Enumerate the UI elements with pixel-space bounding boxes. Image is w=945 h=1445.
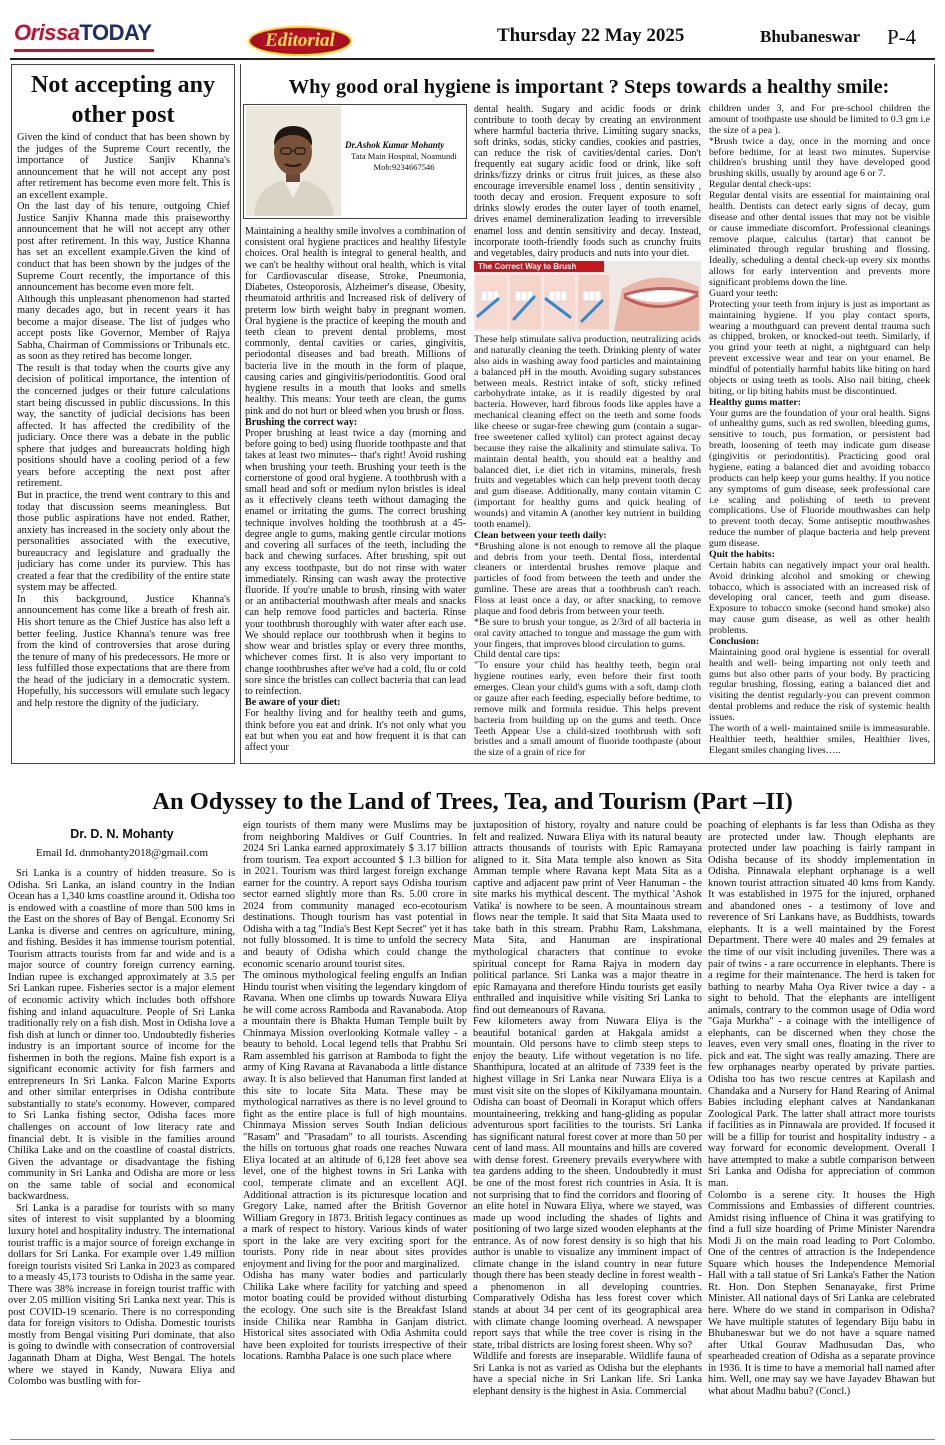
- logo-orissa: Orissa: [14, 20, 80, 45]
- paragraph: Few kilometers away from Nuwara Eliya is the beautiful botanical garden at Hakgala amidst a mountain. Old persons have to climb steep steps to enjoy the beauty. Life without vegetation is no life. Shanthipura, located at an altitude of 7339 feet is the highest village in Sri Lanka near Nuwara Eliya is a must visit site on the slopes of Kikilyamana mountain. Odisha can boast of Deomali in Koraput which offers mountaineering, trekking and hang-gliding as popular adventurous sport facilities to the tourists. Sri Lanka has significant natural forest cover at more than 50 per cent of land mass. All mountains and hills are covered with dense forest. Greenery prevails everywhere with tea gardens adding to the sheen. Undoubtedly it must be one of the most forest rich countries in Asia. It is not surprising that to find the corridors and flooring of an elite hotel in Nuwara Eliya, where we stayed, was made up wood including the shades of lights and positioning of two large sized wooden elephants at the entrance. As of now forest density is so high that his author is unable to visualize any imminent impact of climate change in the island country in near future though there has been steady decline in forest wealth - a phenomenon in all developing countries. Comparatively Odisha has less forest cover which stands at about 34 per cent of its geographical area with climate change looming overhead. A newspaper report says that while the tree cover is rising in the state, tribal districts are losing forest sheen. Why so?: [473, 1016, 702, 1351]
- paragraph: Maintaining good oral hygiene is essential for overall health and well- being imparting not only teeth and gums but also other parts of your body. By practicing regular brushing, flossing, eating a balanced diet and visiting the dentist regularly-you can prevent common dental problems and reduce the risk of systemic health issues.: [709, 646, 930, 723]
- logo-stripe: [14, 49, 154, 52]
- paragraph: Wildlife and forests are inseparable. Wildlife fauna of Sri Lanka is not as varied as Odisha but the elephants have a special niche in Sri Lankan life. Sri Lanka elephant density is the highest in Asia. Commercial: [473, 1351, 702, 1397]
- editorial-title: Not accepting any other post: [31, 72, 215, 128]
- logo-today: TODAY: [79, 20, 152, 45]
- oral-hygiene-headline: Why good oral hygiene is important ? Steps towards a healthy smile:: [288, 76, 890, 98]
- paragraph: Regular dental check-ups:: [709, 179, 812, 191]
- paragraph: Certain habits can negatively impact your oral health. Avoid drinking alcohol and smoking or chewing tobacco, which is associated with an increased risk of developing oral cancer, teeth and gum disease. Exposure to tobacco smoke (second hand smoke) also may cause gum disease, as well as other health problems.: [709, 559, 930, 636]
- paragraph: These help stimulate saliva production, neutralizing acids and naturally cleaning the teeth. Drinking plenty of water also aids in washing away food particles and maintaining a balanced pH in the mouth. Avoiding sugary substances between meals. Restrict intake of soft, sticky refined carbohydrate intake, as it is readily digested by oral bacteria. However, hard fibrous foods like apples have a mechanical cleaning effect on the teeth and some foods like cheese or sugar-free chewing gum (contain a sugar-free sweetener called xylitol) can protect against decay because they raise the alkalinity and stimulate saliva. To maintain dental health, you should eat a healthy and balanced diet, i.e diet rich in vitamins, minerals, fresh fruits and vegetables which can help prevent tooth decay and gum disease. Additionally, many contain vitamin C (important for healthy gums and quick healing of wounds) and vitamin A (another key nutrient in building tooth enamel).: [474, 335, 701, 530]
- subheading: Clean between your teeth daily:: [474, 529, 607, 541]
- author-portrait-icon: [246, 106, 341, 216]
- paragraph: Sri Lanka is a country of hidden treasure. So is Odisha. Sri Lanka, an island country in the Indian Ocean has a 1,340 kms coastline around it. Odisha too is endowed with a coastline of more than 500 kms in the East on the shores of Bay of Bengal. Economy Sri Lanka is diverse and centres on agriculture, mining, and fishing. Besides it has immense tourism potential. Tourism attracts tourists from far and wide and is a major source of country foreign currency earning. Indian rupee is exchanged approximately at 3.5 per Sri Lankan rupee. Fisheries sector is a major element of economic activity which includes both offshore fishing and inland aquaculture. People of Sri Lanka traditionally rely on a fish dish. Most in Odisha love a fish dish at lunch or dinner too. Undoubtedly fisheries industry is an important source of income for the fishermen in both the regions. Maine fish export is a significant economic activity for fish farmers and entrepreneurs In Sri Lanka. Falcon Marine Exports and other similar enterprises in Odisha contribute substantially to state's economy. However, compared to Sri Lanka fishing sector, Odisha faces more challenges on account of low literacy rate and financial debt. It is visible in the families around Chilika Lake and on the coastline of coastal districts. Given the advantage or disadvantage the fishing community in Sri Lanka and Odisha are more or less on the same table of social and economical backwardness.: [8, 868, 235, 1203]
- paragraph: Guard your teeth:: [709, 287, 779, 299]
- page-bottom-rule: [10, 1439, 935, 1440]
- paragraph: For healthy living and for healthy teeth and gums, think before you eat and drink. It's not only what you eat but when you eat and how frequent it is that can affect your: [245, 708, 466, 754]
- paragraph: Protecting your teeth from injury is just as important as maintaining hygiene. If you play contact sports, wearing a mouthguard can prevent dental trauma such as chipped, broken, or knocked-out teeth. Similarly, if you grind your teeth at night, a nightguard can help prevent excessive wear and tear on your enamel. Be mindful of potentially harmful habits like biting on hard objects or using teeth as tools. Also nail biting, cheek biting, or lip biting habits must be discontinued.: [709, 298, 930, 397]
- subheading: Healthy gums matter:: [709, 396, 801, 408]
- paragraph: *Brushing alone is not enough to remove all the plaque and debris from your teeth. Dental floss, interdental cleaners or interdental brushes remove plaque and particles of food from between the teeth and under the gumline. These are areas that a toothbrush can't reach. Floss at least once a day, or after snacking, to remove plaque and food debris from between your teeth.: [474, 540, 701, 617]
- paragraph: *Brush twice a day, once in the morning and once before bedtime, for at least two minutes. Supervise children's brushing until they have developed good brushing skills, usually by around age 6 or 7.: [709, 135, 930, 180]
- paragraph: children under 3, and For pre-school children the amount of toothpaste use should be limited to 0.3 gm i.e the size of a pea ).: [709, 104, 930, 136]
- subheading: Quit the habits:: [709, 548, 775, 560]
- paragraph: juxtaposition of history, royalty and nature could be felt and realized. Nuwara Eliya with its natural beauty attracts thousands of tourists with Epic Ramayana aligned to it. Sita Mata temple also known as Sita Amman temple where Ravana kept Mata Sita as a captive and adjacent paw print of Veer Hanuman - the site marks his mythical descent. The mythical 'Ashok Vatika' is nowhere to be seen. A mountainous stream flows near the temple. It said that Sita Maata used to take bath in this stream. Prabhu Ram, Lakshmana, Mata Sita, and Hanuman are inspirational mythological characters that continue to evoke spiritual concept for Rama Rajya in modern day political parlance. Sri Lanka was a major theatre in epic Ramayana and therefore Hindu tourists get easily enthralled and inquisitive while visiting Sri Lanka to find out demeanours of Ravana.: [473, 820, 702, 1016]
- paragraph: Regular dental visits are essential for maintaining oral health. Dentists can detect early signs of decay, gum disease and other dental issues that may not be visible or cause immediate discomfort. Professional cleanings remove plaque, calculus (tartar) that cannot be eliminated through regular brushing and flossing. Ideally, scheduling a dental check-up every six months allows for early intervention and prevents more significant problems down the line.: [709, 190, 930, 288]
- masthead: [0, 0, 945, 62]
- odyssey-headline: An Odyssey to the Land of Trees, Tea, and Tourism (Part –II): [152, 788, 793, 815]
- paragraph: poaching of elephants is far less than Odisha as they are protected under law. Though elephants are protected under law poaching is fairly rampant in Odisha because of its shoddy implementation in Odisha. Pinnawala elephant orphanage is a well known tourist attraction situated 40 kms from Kandy. It was established in 1975 for the injured, orphaned and abandoned ones - a testimony of love and reverence of Sri Lankans have, as Buddhists, towards elephants. It is a well maintained by the Forest Department. There were 40 males and 29 females at the time of our visit including juveniles. There was a pair of twins - a rare occurrence in elephants. There is a regime for their maintenance. The herd is taken for bathing to nearby Maha Oya River twice a day - a sight to behold. That the elephants are intelligent animals, contrary to the common usage of Odia word "Gaja Murkha" - a coinage with the intelligence of elephants, can be discerned when they chose the leaves, even very small ones, floating in the river to pick and eat. The sight was really amazing. There are few orphanages nearby operated by private parties. Odisha too has two rescue centres at Kapilash and Chandaka and a Nursery for Hand Rearing of Animal Babies including elephant calves at Nandankanan Zoological Park. The latter shall attract more tourists if facilities as in Pinnawala are provided. If focused it will be a fillip for tourist and hospitality industry - a way forward for economic development. Overall I have attempted to make a subtle comparison between Sri Lanka and Odisha for appreciation of common man.: [708, 820, 935, 1189]
- paragraph: dental health. Sugary and acidic foods or drink contribute to tooth decay by creating an environment where harmful bacteria thrive. Limiting sugary snacks, soft drinks, sodas, sticky candies, cookies and pastries, can reduce the risk of cavities/dental caries. Don't frequently eat sugary acidic food or drink, like soft drinks/fizzy drinks or citrus fruit juices, as these also encourage irreversible enamel loss , dentin sensitivity , tooth decay and erosion. Frequent exposure to soft drinks slowly erodes the outer layer of tooth enamel, drives enamel demineralization leading to irreversible enamel loss and dentin sensitivity and decay. Instead, incorporate tooth-friendly foods such as crunchy fruits and vegetables, dairy products and nuts into your diet.: [474, 104, 701, 258]
- paragraph: The result is that today when the courts give any decision of political importance, the intention of the concerned judges or their future calculations start being discussed in public discussions. In this way, the sanctity of judicial decisions has been affected. It has affected the credibility of the judiciary. Once there was a debate in the public sphere that judges and bureaucrats holding high positions should have a cooling period of a few years before accepting the next post after retirement.: [17, 362, 230, 490]
- paragraph: Proper brushing at least twice a day (morning and before going to bed) using fluoride toothpaste and that takes at least two minutes-- that's right! Avoid rushing when brushing your teeth. Brushing your teeth is the cornerstone of good oral hygiene. A toothbrush with a small head and soft or medium nylon bristles is ideal as it effectively cleans teeth without damaging the enamel or irritating the gums. The correct brushing technique involves holding the toothbrush at a 45-degree angle to gums, making gentle circular motions and covering all surfaces of the teeth, including the back and chewing surfaces. After brushing, spit out any excess toothpaste, but do not rinse with water immediately. Rinsing can wash away the protective fluoride. If you're unable to brush, rinsing with water or an antibacterial mouthwash after meals and snacks can help remove food particles and bacteria. Rinse your toothbrush thoroughly with water after each use. We should replace our toothbrush when it begins to show wear and bristles splay or every three months, whichever comes first. It is also very important to change toothbrushes after we've had a cold, flu or cold sore since the bristles can collect bacteria that can lead to reinfection.: [245, 427, 466, 697]
- brushing-illustration: [474, 261, 701, 331]
- brushing-caption: The Correct Way to Brush: [478, 262, 577, 271]
- paragraph: Your gums are the foundation of your oral health. Signs of unhealthy gums, such as red swollen, bleeding gums, sensitive to touch, pus formation, or persistent bad breath, loosening of teeth may indicate gum disease (gingivitis or periodontitis). Practicing good oral hygiene, eating a balanced diet and avoiding tobacco products can help keep your gums healthy. If you notice any symptoms of gum disease, seek professional care i.e scaling and polishing of teeth to prevent complications. Use of Fluoride mouthwashes can help to prevent tooth decay. Some antiseptic mouthwashes reduce the number of plaque bacteria and help prevent gum disease.: [709, 407, 930, 549]
- paragraph: But in practice, the trend went contrary to this and today that discussion seems meaningless. But those public aspirations have not ended. Rather, anxiety has increased in the society only about the personalities associated with the executive, bureaucracy and legislature and gradually the judiciary has come under its purview. This has created a fear that the credibility of the entire state system may be affected.: [17, 489, 230, 594]
- subheading: Be aware of your diet:: [245, 697, 341, 709]
- paragraph: Odisha has many water bodies and particularly Chilika Lake where facility for yatching and speed motor boating could be provided without disturbing the ecology. One such site is the Breakfast Island inside Chilika near Rambha in Ganjam district. Historical sites associated with Odia Ashmita could have been exploited for tourists irrespective of their locations. Rambha Palace is one such place where: [243, 1270, 467, 1363]
- author-mobile: Mob:9234667546: [373, 162, 435, 172]
- paragraph: The worth of a well- maintained smile is immeasurable. Healthier teeth, healthier smiles, Healthier lives, Elegant smiles changing lives…..: [709, 722, 930, 756]
- paragraph: Given the kind of conduct that has been shown by the judges of the Supreme Court recently, the importance of Justice Sanjiv Khanna's announcement that he will not accept any post after retirement has become even more felt. This is an excellent example.: [17, 132, 230, 201]
- paragraph: In this background, Justice Khanna's announcement has come like a breath of fresh air. His short tenure as the Chief Justice has also left a better feeling. Justice Khanna's tenure was free from the kind of controversies that arose during the tenure of many of his predecessors. He more or less fulfilled those expectations that are there from the head of the judiciary in a democratic system. Hopefully, his successors will emulate such legacy and help restore the dignity of the judiciary.: [17, 593, 230, 709]
- newspaper-logo: [14, 20, 154, 56]
- paragraph: "To ensure your child has healthy teeth, begin oral hygiene routines early, even before their first tooth emerges. Clean your child's gums with a soft, damp cloth or gauze after each feeding, especially before bedtime, to remove milk and formula residue. This helps prevent bacteria from building up on the gums and teeth. Once Teeth Appear Use a child-sized toothbrush with soft bristles and a small amount of fluoride toothpaste (about the size of a grain of rice for: [474, 660, 701, 759]
- paragraph: The ominous mythological feeling engulfs an Indian Hindu tourist when visiting the legendary kingdom of Ravana. When one climbs up towards Nuwara Eliya he will come across Ramboda and Ravanaboda. Atop a mountain there is Bhakta Human Temple built by Chinmaya Mission overlooking Kotmale valley - a beauty to behold. Local legend tells that Prabhu Sri Ram assembled his garrison at Ramboda to fight the army of King Ravana at Ravanaboda a little distance away. It is also believed that Hanuman first landed at this site to locate Sita Mata. These may be mythological narratives as there is no level ground to fight as the entire place is full of high mountains. Chinmaya Mission serves South Indian delicious "Rasam" and "Prasadam" to all tourists. Ascending the hills on tortuous ghat roads one reaches Nuwara Eliya located at an altitude of 6,128 feet above sea level, one of the highest towns in Sri Lanka with cool, temperate climate and an excellent AQI. Additional attraction is its picturesque location and Gregory Lake, named after the British Governor William Gregory in 1873. British legacy continues as a mark of respect to history. Various kinds of water sport in the lake are very exciting sport for the tourists. Pony ride in near about sites provides enjoyment and living for the poor and marginalized.: [243, 970, 467, 1270]
- paragraph: Although this unpleasant phenomenon had started many decades ago, but in recent years it has become a major disease. The list of judges who accept posts like Governor, Member of Rajya Sabha, Chairman of Commissions or Tribunals etc. as soon as they retired has become longer.: [17, 293, 230, 363]
- odyssey-column-1: [8, 868, 235, 1437]
- paragraph: Sri Lanka is a paradise for tourists with so many sites of interest to visit supplanted by a blooming luxury hotel and hospitality industry. The international tourist traffic is a major source of foreign exchange in dollars for Sri Lanka. For example over 1.49 million foreign tourists visited Sri Lanka in 2023 as compared to a measly 45,173 tourists to Odisha in the same year. There was 38% increase in foreign tourist traffic with over 2.05 million visiting Sri Lanka next year. This is post COVID-19 scenario. There is no corresponding data for foreign visitors to Odisha. Domestic tourists mostly from Bengal visiting Puri dominate, that also is going to dwindle with consecration of controversial Jagannath Dham at Digha, West Bengal. The hotels where we stayed in Kandy, Nuwara Eliya and Colombo was bustling with for-: [8, 1202, 235, 1388]
- author-affiliation: Tata Main Hospital, Noamundi: [351, 151, 457, 161]
- oral-hygiene-column-2-top: [474, 104, 701, 258]
- author-photo: [246, 106, 341, 216]
- oral-hygiene-column-1: [245, 226, 466, 760]
- odyssey-author: Dr. D. N. Mohanty: [70, 827, 174, 841]
- issue-date: Thursday 22 May 2025: [497, 25, 685, 46]
- paragraph: *Be sure to brush your tongue, as 2/3rd of all bacteria in oral cavity attached to tongue and massage the gum with your fingers, that improves blood circulation to gums.: [474, 616, 701, 650]
- paragraph: Colombo is a serene city. It houses the High Commissions and Embassies of different countries. Amidst rising influence of China it was gratifying to find a full size hoarding of Prime Minister Narendra Modi Ji on the main road leading to Port Colombo. One of the centres of attraction is the Independence Square which houses the Independence Memorial Hall with a tall statue of Sri Lanka's Father the Nation Rt. Hon. Don Stephen Senanayake, first Prime Minister. All national days of Sri Lanka are celebrated here. Where do we stand in comparison in Odisha? We have multiple statutes of legendary Biju babu in Bhubaneswar but we do not have a square named after Utkal Gourav Madhusudan Das, who spearheaded creation of Odisha as a separate province in 1936. It is time to have a memorial hall named after him. Well, one may say we have Jayadev Bhawan but what about Madhu babu? (Concl.): [708, 1189, 935, 1397]
- section-badge: [248, 26, 352, 56]
- paragraph: eign tourists of them many were Muslims may be from neighboring Maldives or Gulf Countries. In 2024 Sri Lanka earned approximately $ 3.17 billion from tourism. Tea export accounted $ 1.3 billion for in 2021. Tourism was third largest foreign exchange earner for the country. A report says Odisha tourism sector earned slightly more than Rs. 5.00 crore in 2024 from community managed eco-ecotourism destinations. Though tourism has vast potential in Odisha with a tag "India's Best Kept Secret" yet it has not fully blossomed. It is time to unfold the secrecy and beauty of Odisha which could change the economic scenario around tourist sites.: [243, 820, 467, 970]
- subheading: Conclusion:: [709, 635, 760, 647]
- odyssey-column-2: [243, 820, 467, 1437]
- odyssey-column-4: [708, 820, 935, 1437]
- page-number: P-4: [887, 25, 917, 49]
- odyssey-column-3: [473, 820, 702, 1437]
- subheading: Brushing the correct way:: [245, 416, 358, 428]
- editorial-body: [17, 132, 230, 760]
- author-name: Dr.Ashok Kumar Mohanty: [345, 140, 445, 150]
- section-badge-label: Editorial: [265, 30, 335, 51]
- issue-city: Bhubaneswar: [760, 27, 861, 46]
- oral-hygiene-column-3: [709, 104, 930, 760]
- paragraph: Child dental care tips:: [474, 649, 561, 661]
- odyssey-author-email: Email Id. dnmohanty2018@gmail.com: [35, 847, 209, 859]
- masthead-divider: [10, 58, 935, 60]
- paragraph: On the last day of his tenure, outgoing Chief Justice Sanjiv Khanna made this praiseworthy announcement that he will not accept any other post after retirement. In this way, Justice Khanna has set an excellent example.Given the kind of conduct that has been shown by the judges of the Supreme Court recently, the importance of this announcement has become even more felt.: [17, 201, 230, 294]
- oral-hygiene-column-2-bottom: [474, 335, 701, 760]
- paragraph: Maintaining a healthy smile involves a combination of consistent oral hygiene practices and healthy lifestyle choices. Oral health is integral to general health, and we can't be healthy without oral health, which is vital for Cardiovascular disease, Stroke, Pneumonia, Diabetes, Osteoporosis, Alzheimer's disease, Obesity, rheumatoid arthritis and Increased risk of delivery of preterm low birth weight baby in pregnant women. Oral hygiene is the practice of keeping the mouth and teeth clean to prevent dental problems, most commonly, dental cavities or caries, gingivitis, periodontal diseases and bad breath. Millions of bacteria live in the mouth in the form of plaque, causing caries and gingivitis/periodontitis. Good oral hygiene results in a mouth that looks and smells healthy. This means: Your teeth are clean, the gums pink and do not hurt or bleed when you brush or floss.: [245, 226, 466, 417]
